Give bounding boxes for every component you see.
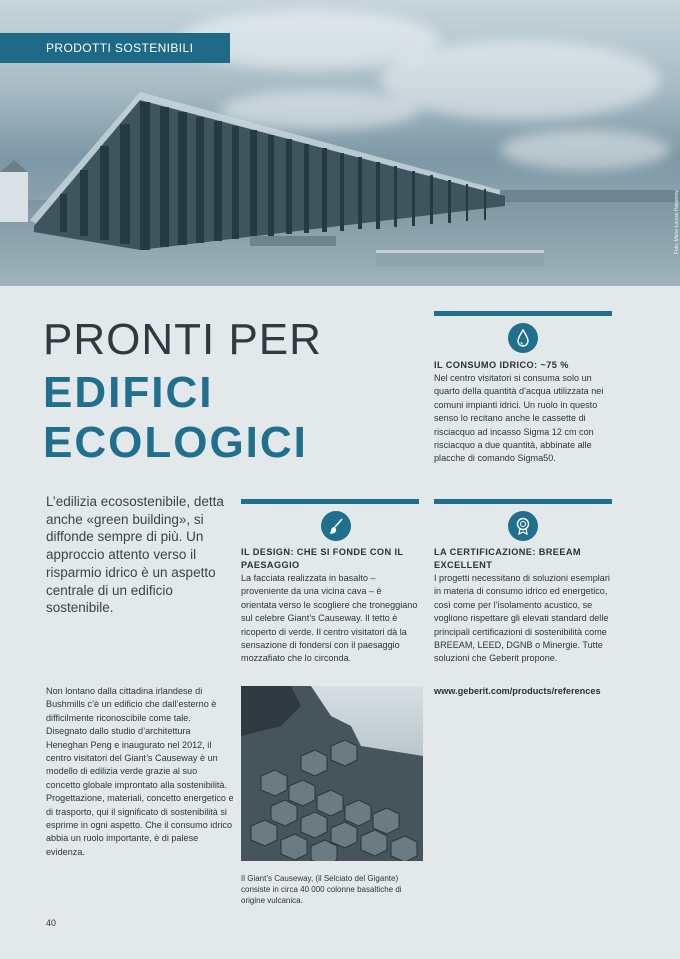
photo-caption: Il Giant’s Causeway, (il Selciato del Gigante) consiste in circa 40 000 colonne basaltiche di origine vulcanica.: [241, 874, 402, 905]
design-text: La facciata realizzata in basalto – proveniente da una vicina cava – è orientata verso le scogliere che troneggiano sul celebre Giant’s Causeway. Il tetto è ricoperto di verde. Il centro visitatori dà la sensazione di fondersi con il paesaggio mozzafiato che lo circonda.: [241, 573, 418, 664]
certification-text: I progetti necessitano di soluzioni esemplari in materia di consumo idrico ed energetico, così come per l’isolamento acustico, se vogliono rispettare gli elevati standard delle principali certificazioni di sostenibilità come BREEAM, LEED, DGNB o Minergie. Tutte soluzioni che Geberit propone.: [434, 573, 610, 664]
page-number: 40: [46, 918, 57, 928]
references-link[interactable]: www.geberit.com/products/references: [434, 686, 601, 696]
water-text: Nel centro visitatori si consuma solo un quarto della quantità d’acqua utilizzata nei comuni impianti idrici. Un ruolo in questo senso lo recitano anche le cassette di risciacquo ad incasso Sigma 12 cm con risciacquo a due quantità, abbinate alle placche di comando Sigma50.: [434, 373, 604, 464]
water-rule: [434, 311, 612, 316]
award-icon: [508, 511, 538, 541]
body-paragraph: Non lontano dalla cittadina irlandese di Bushmills c’è un edificio che dall’esterno è difficilmente riconoscibile come tale. Disegnato dallo studio d’architettura Heneghan Peng e inaugurato nel 2012, il centro visitatori del Giant’s Causeway è un modello di edilizia verde grazie al suo concetto globale improntato alla sostenibilità. Progettazione, materiali, concetto energetico e di trasporto, qui il significato di sostenibilità si esprime in ogni aspetto. Che il consumo idrico abbia un ruolo importante, è di palese evidenza.: [46, 686, 234, 857]
brush-icon: [321, 511, 351, 541]
lead-paragraph: L’edilizia ecosostenibile, detta anche «green building», si diffonde sempre di più. Un approccio attento verso il risparmio idrico è un aspetto centrale di un edificio sostenibile.: [46, 494, 224, 616]
design-title: IL DESIGN: CHE SI FONDE CON IL PAESAGGIO: [241, 547, 404, 570]
certification-rule: [434, 499, 612, 504]
headline-line-2: EDIFICI: [43, 368, 214, 417]
section-tag: PRODOTTI SOSTENIBILI: [0, 33, 230, 63]
headline-line-1: PRONTI PER: [43, 315, 322, 364]
headline-line-3: ECOLOGICI: [43, 418, 308, 467]
causeway-photo: [241, 686, 423, 861]
water-drop-icon: [508, 323, 538, 353]
photo-credit: Foto: Marie-Louise Halpenny: [674, 190, 680, 255]
water-title: IL CONSUMO IDRICO: ~75 %: [434, 360, 569, 370]
certification-title: LA CERTIFICAZIONE: BREEAM EXCELLENT: [434, 547, 581, 570]
design-rule: [241, 499, 419, 504]
